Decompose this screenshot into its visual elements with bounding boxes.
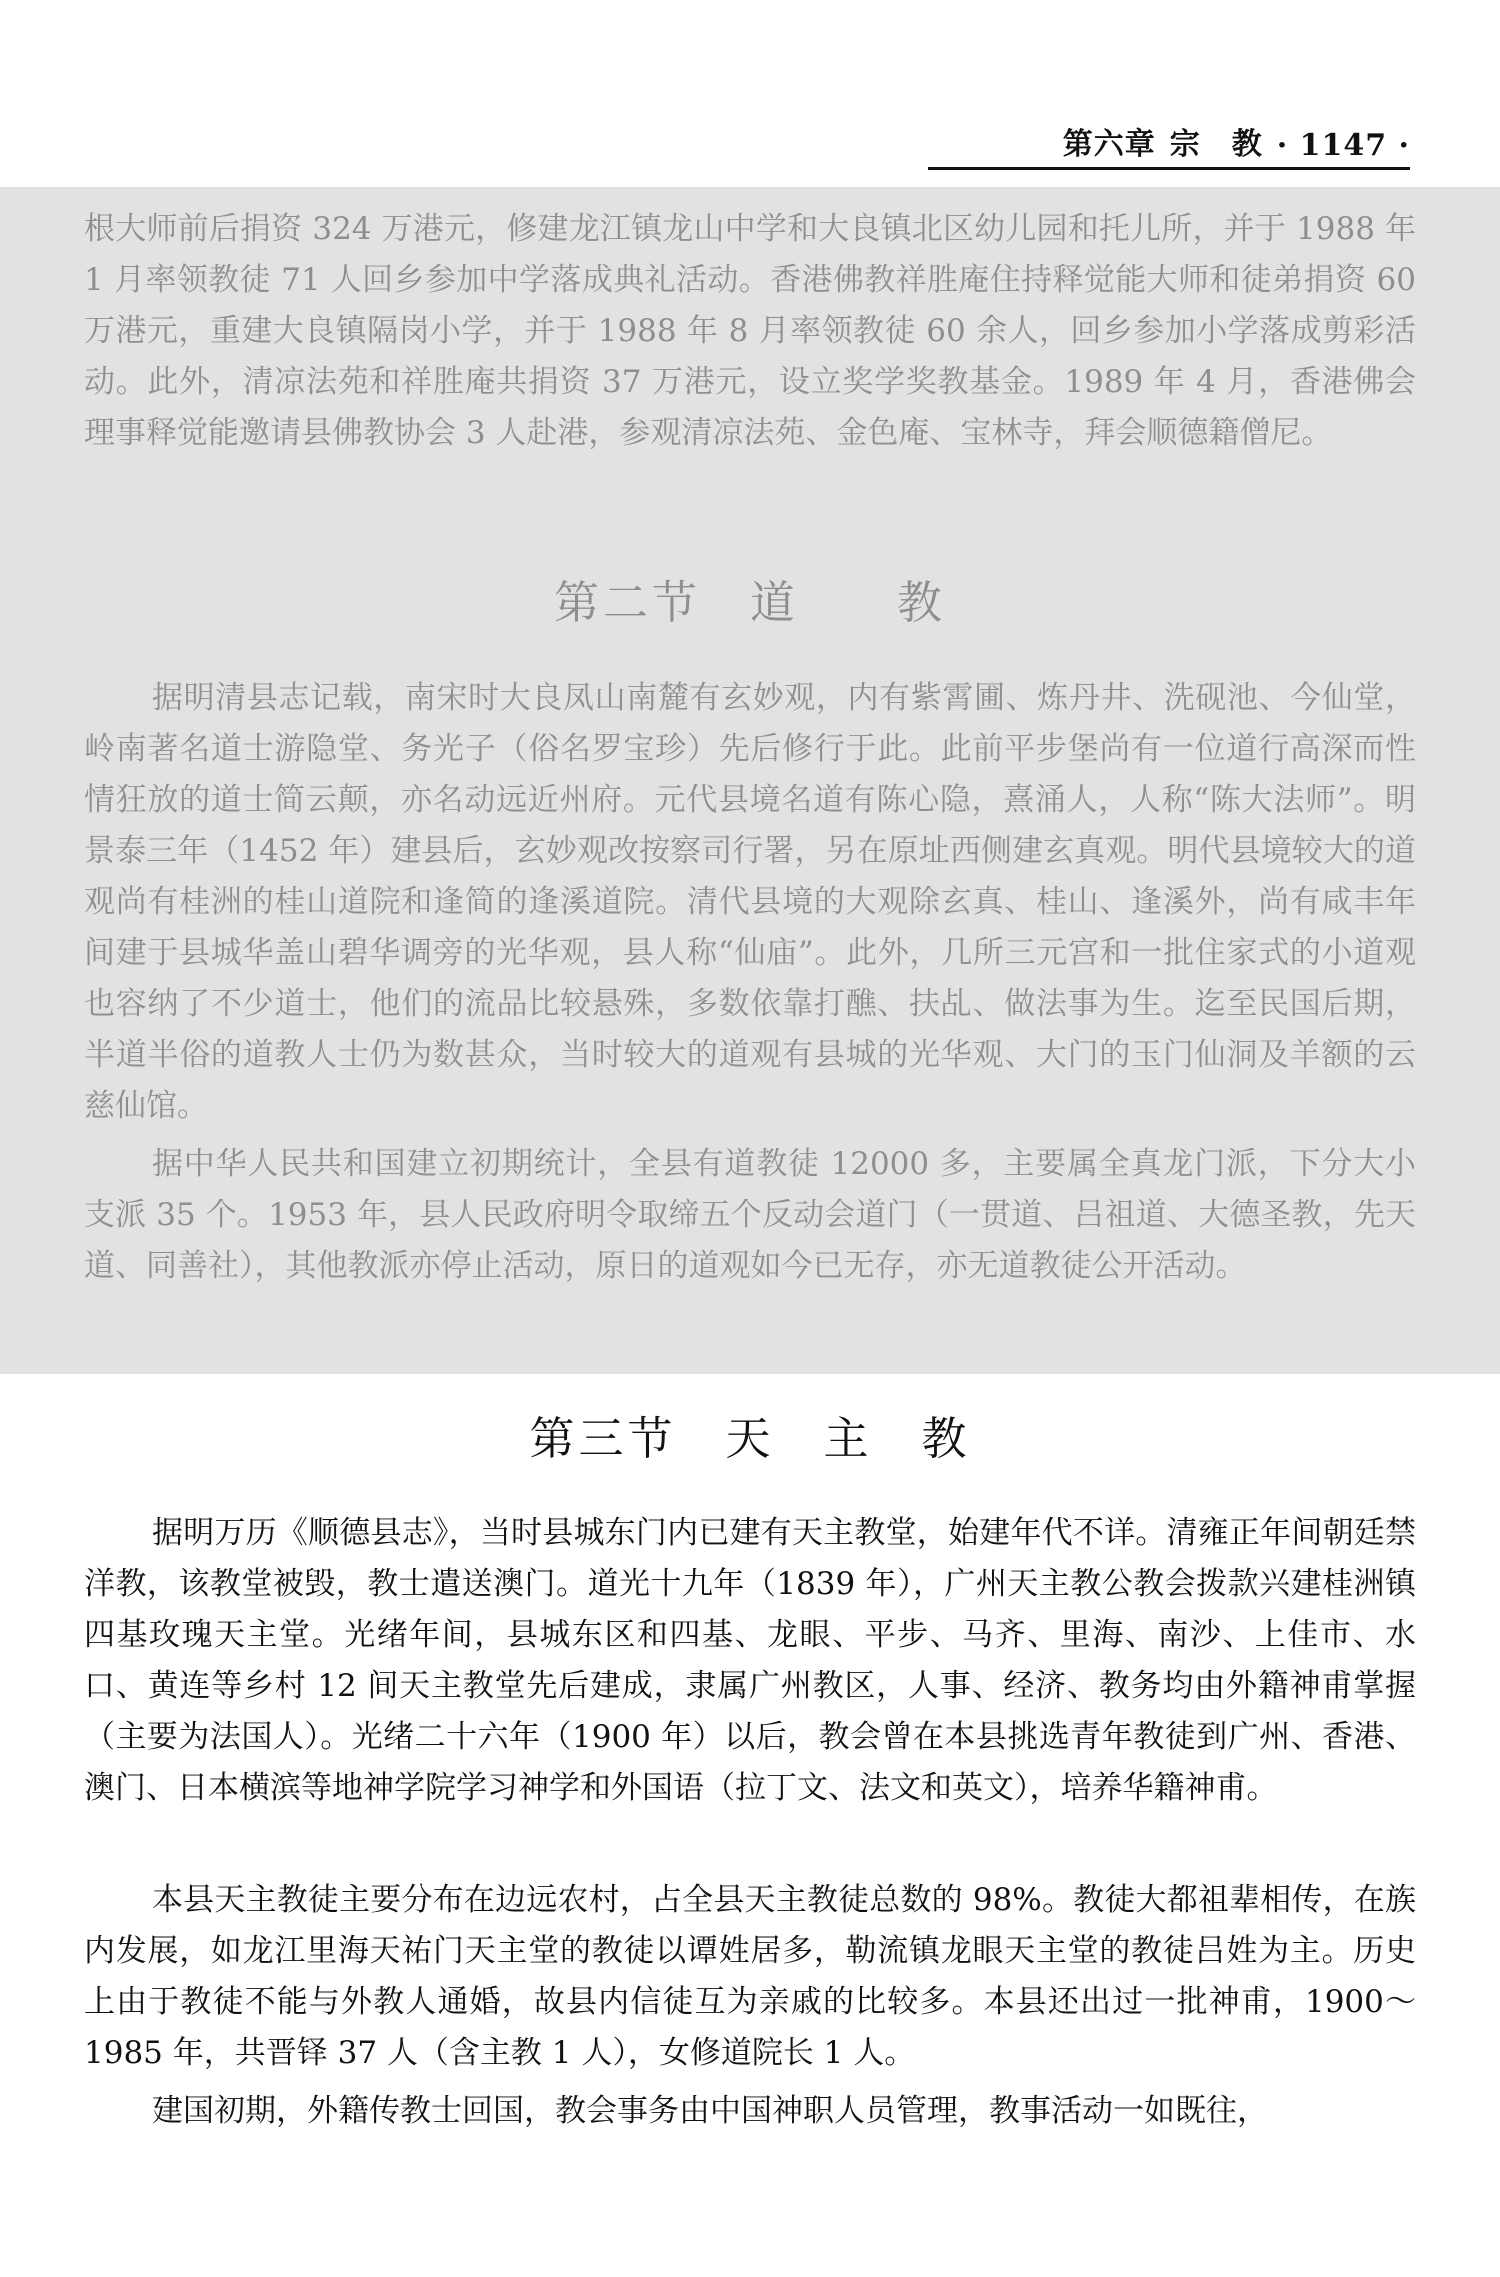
taoism-paragraph-1: 据明清县志记载，南宋时大良凤山南麓有玄妙观，内有紫霄圃、炼丹井、洗砚池、今仙堂，岭南著名道士游隐堂、务光子（俗名罗宝珍）先后修行于此。此前平步堡尚有一位道行高深而性情狂放的道士简云颠，亦名动远近州府。元代县境名道有陈心隐，熹涌人，人称“陈大法师”。明景泰三年（1452 年）建县后，玄妙观改按察司行署，另在原址西侧建玄真观。明代县境较大的道观尚有桂洲的桂山道院和逢简的逢溪道院。清代县境的大观除玄真、桂山、逢溪外，尚有咸丰年间建于县城华盖山碧华调旁的光华观，县人称“仙庙”。此外，几所三元宫和一批住家式的小道观也容纳了不少道士，他们的流品比较悬殊，多数依靠打醮、扶乩、做法事为生。迄至民国后期，半道半俗的道教人士仍为数甚众，当时较大的道观有县城的光华观、大门的玉门仙洞及羊额的云慈仙馆。 bbox=[84, 680, 1416, 1124]
catholicism-paragraph-1: 据明万历《顺德县志》，当时县城东门内已建有天主教堂，始建年代不详。清雍正年间朝廷禁洋教，该教堂被毁，教士遣送澳门。道光十九年（1839 年），广州天主教公教会拨款兴建桂洲镇四基玫瑰天主堂。光绪年间，县城东区和四基、龙眼、平步、马齐、里海、南沙、上佳市、水口、黄连等乡村 12 间天主教堂先后建成，隶属广州教区，人事、经济、教务均由外籍神甫掌握（主要为法国人）。光绪二十六年（1900 年）以后，教会曾在本县挑选青年教徒到广州、香港、澳门、日本横滨等地神学院学习神学和外国语（拉丁文、法文和英文），培养华籍神甫。 bbox=[84, 1515, 1416, 1806]
chapter-label: 第六章 bbox=[1062, 127, 1156, 162]
catholicism-paragraph-2: 本县天主教徒主要分布在边远农村，占全县天主教徒总数的 98%。教徒大都祖辈相传，在族内发展，如龙江里海天祐门天主堂的教徒以谭姓居多，勒流镇龙眼天主堂的教徒吕姓为主。历史上由于教徒不能与外教人通婚，故县内信徒互为亲戚的比较多。本县还出过一批神甫，1900～1985 年，共晋铎 37 人（含主教 1 人），女修道院长 1 人。 bbox=[84, 1882, 1416, 2071]
section-title-catholicism: 第三节 天 主 教 bbox=[529, 1412, 971, 1465]
taoism-paragraph-2: 据中华人民共和国建立初期统计，全县有道教徒 12000 多，主要属全真龙门派，下分大小支派 35 个。1953 年，县人民政府明令取缔五个反动会道门（一贯道、吕祖道、大德圣教，先天道、同善社），其他教派亦停止活动，原日的道观如今已无存，亦无道教徒公开活动。 bbox=[84, 1146, 1416, 1284]
catholicism-paragraph-3: 建国初期，外籍传教士回国，教会事务由中国神职人员管理，教事活动一如既往， bbox=[152, 2093, 1268, 2129]
running-header bbox=[928, 118, 1410, 170]
page-number: · 1147 · bbox=[1276, 128, 1410, 163]
chapter-title: 宗 教 bbox=[1169, 127, 1263, 162]
section-title-taoism: 第二节 道 教 bbox=[553, 576, 946, 629]
buddhism-paragraph: 根大师前后捐资 324 万港元，修建龙江镇龙山中学和大良镇北区幼儿园和托儿所，并于 1988 年 1 月率领教徒 71 人回乡参加中学落成典礼活动。香港佛教祥胜庵住持释觉能大师和徒弟捐资 60 万港元，重建大良镇隔岗小学，并于 1988 年 8 月率领教徒 60 余人，回乡参加小学落成剪彩活动。此外，清凉法苑和祥胜庵共捐资 37 万港元，设立奖学奖教基金。1989 年 4 月，香港佛会理事释觉能邀请县佛教协会 3 人赴港，参观清凉法苑、金色庵、宝林寺，拜会顺德籍僧尼。 bbox=[84, 211, 1416, 451]
